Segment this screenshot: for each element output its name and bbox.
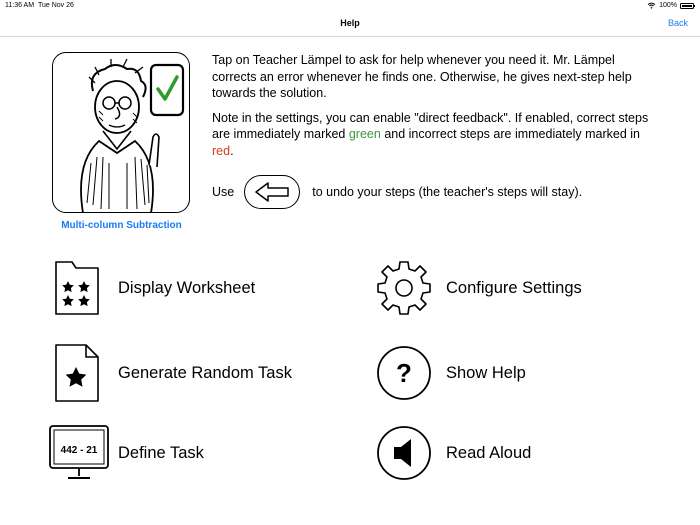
define-task-button[interactable]: [46, 423, 204, 483]
teacher-caption: Multi-column Subtraction: [61, 220, 182, 231]
undo-button[interactable]: [244, 175, 300, 209]
status-date: Tue Nov 26: [37, 2, 74, 9]
read-aloud-button[interactable]: [374, 423, 531, 483]
display-worksheet-button[interactable]: [46, 258, 255, 318]
undo-suffix: to undo your steps (the teacher's steps will stay).: [312, 185, 583, 199]
teacher-lampel-button[interactable]: [52, 52, 190, 213]
status-right: [647, 2, 694, 9]
monitor-icon: [46, 423, 112, 483]
configure-settings-button[interactable]: [374, 258, 582, 318]
question-icon: [374, 343, 434, 403]
teacher-illustration: [53, 53, 190, 213]
worksheet-folder-icon: [46, 258, 106, 318]
show-help-button[interactable]: [374, 343, 526, 403]
status-time: 11:36 AM: [5, 2, 35, 9]
undo-arrow-icon: [254, 181, 290, 203]
help-text: [212, 52, 662, 167]
generate-random-task-label: Generate Random Task: [118, 363, 292, 382]
define-task-label: Define Task: [118, 443, 204, 462]
define-task-display: 442 - 21: [60, 445, 98, 456]
display-worksheet-label: Display Worksheet: [118, 278, 256, 297]
undo-prefix: Use: [212, 185, 235, 199]
help-paragraph-2: Note in the settings, you can enable "direct feedback". If enabled, correct steps are immediately marked green and incorrect steps are immediately marked in red.: [212, 110, 649, 158]
read-aloud-label: Read Aloud: [446, 443, 532, 462]
page-title: Help: [340, 18, 360, 28]
speaker-icon: [374, 423, 434, 483]
battery-percent: 100%: [659, 2, 677, 9]
gear-icon: [374, 258, 434, 318]
battery-icon: [680, 3, 694, 9]
wifi-icon: [647, 2, 656, 9]
green-word: green: [348, 127, 381, 141]
status-bar: [0, 0, 700, 12]
navigation-bar: [0, 12, 700, 37]
help-paragraph-1: Tap on Teacher Lämpel to ask for help whenever you need it. Mr. Lämpel corrects an error whenever he finds one. Otherwise, he gives next-step help towards the solution.: [212, 53, 632, 100]
status-time-date: [5, 2, 74, 9]
show-help-label: Show Help: [446, 363, 526, 382]
undo-row: [212, 172, 582, 212]
back-button[interactable]: Back: [667, 18, 688, 28]
red-word: red: [212, 143, 231, 158]
svg-text:?: ?: [396, 358, 412, 388]
configure-settings-label: Configure Settings: [446, 278, 582, 297]
document-star-icon: [46, 343, 106, 403]
generate-random-task-button[interactable]: [46, 343, 292, 403]
